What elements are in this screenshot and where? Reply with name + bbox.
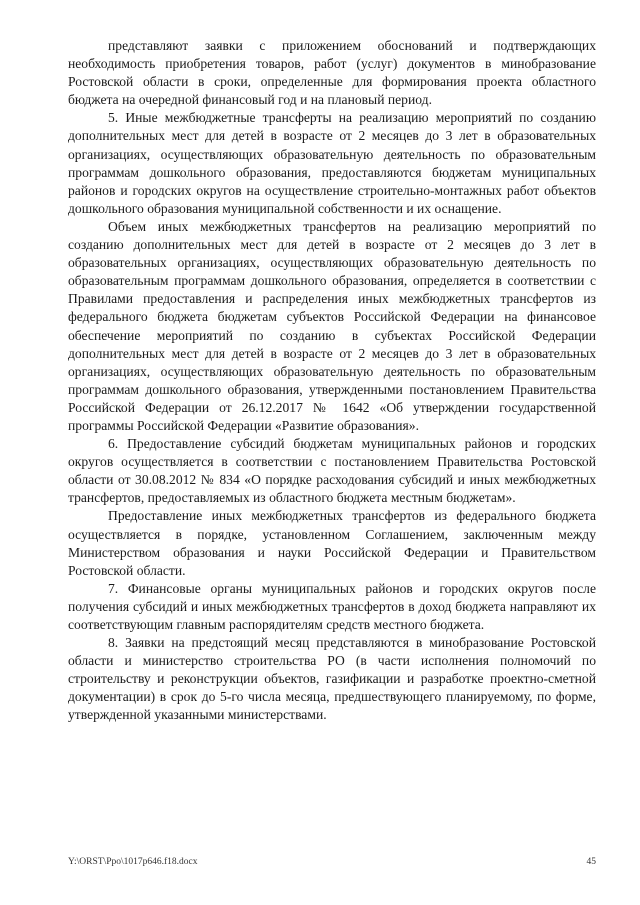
paragraph-item-6: 6. Предоставление субсидий бюджетам муниципальных районов и городских округов осуществляется в соответствии с постановлением Правительства Ростовской области от 30.08.2012 № 834 «О порядке расходования субсидий и иных межбюджетных трансфертов, предоставляемых из областного бюджета местным бюджетам». xyxy=(68,436,596,506)
paragraph-item-7: 7. Финансовые органы муниципальных районов и городских округов после получения субсидий и иных межбюджетных трансфертов в доход бюджета направляют их соответствующим главным распорядителям средств местного бюджета. xyxy=(68,580,596,632)
paragraph-federal-transfers-volume: Объем иных межбюджетных трансфертов на реализацию мероприятий по созданию дополнительных мест для детей в возрасте от 2 месяцев до 3 лет в образовательных организациях, осуществляющих образовательную деятельность по образовательным программам дошкольного образования, определяется в соответствии с Правилами предоставления и распределения иных межбюджетных трансфертов из федерального бюджета бюджетам субъектов Российской Федерации на финансовое обеспечение мероприятий по созданию в субъектах Российской Федерации дополнительных мест для детей в возрасте от 2 месяцев до 3 лет в образовательных организациях, осуществляющих образовательную деятельность по образовательным программам дошкольного образования, утвержденными постановлением Правительства Российской Федерации от 26.12.2017 № 1642 «Об утверждении государственной программы Российской Федерации «Развитие образования». xyxy=(68,218,596,433)
page-footer xyxy=(68,857,596,867)
paragraph-federal-transfers-procedure: Предоставление иных межбюджетных трансфертов из федерального бюджета осуществляется в порядке, установленном Соглашением, заключенным между Министерством образования и науки Российской Федерации и Правительством Ростовской области. xyxy=(68,508,596,578)
paragraph-continuation: представляют заявки с приложением обоснований и подтверждающих необходимость приобретения товаров, работ (услуг) документов в минобразование Ростовской области в сроки, определенные для формирования проекта областного бюджета на очередной финансовый год и на плановый период. xyxy=(68,38,596,108)
footer-file-path: Y:\ORST\Ppo\1017p646.f18.docx xyxy=(68,857,198,867)
page-number: 45 xyxy=(586,857,596,867)
paragraph-item-5: 5. Иные межбюджетные трансферты на реализацию мероприятий по созданию дополнительных мест для детей в возрасте от 2 месяцев до 3 лет в образовательных организациях, осуществляющих образовательную деятельность по образовательным программам дошкольного образования, предоставляются бюджетам муниципальных районов и городских округов на осуществление строительно-монтажных работ объектов дошкольного образования муниципальной собственности и их оснащение. xyxy=(68,110,596,216)
document-body xyxy=(68,37,596,725)
paragraph-item-8: 8. Заявки на предстоящий месяц представляются в минобразование Ростовской области и министерство строительства РО (в части исполнения полномочий по строительству и реконструкции объектов, газификации и разработке проектно-сметной документации) в срок до 5-го числа месяца, предшествующего планируемому, по форме, утвержденной указанными министерствами. xyxy=(68,635,596,723)
